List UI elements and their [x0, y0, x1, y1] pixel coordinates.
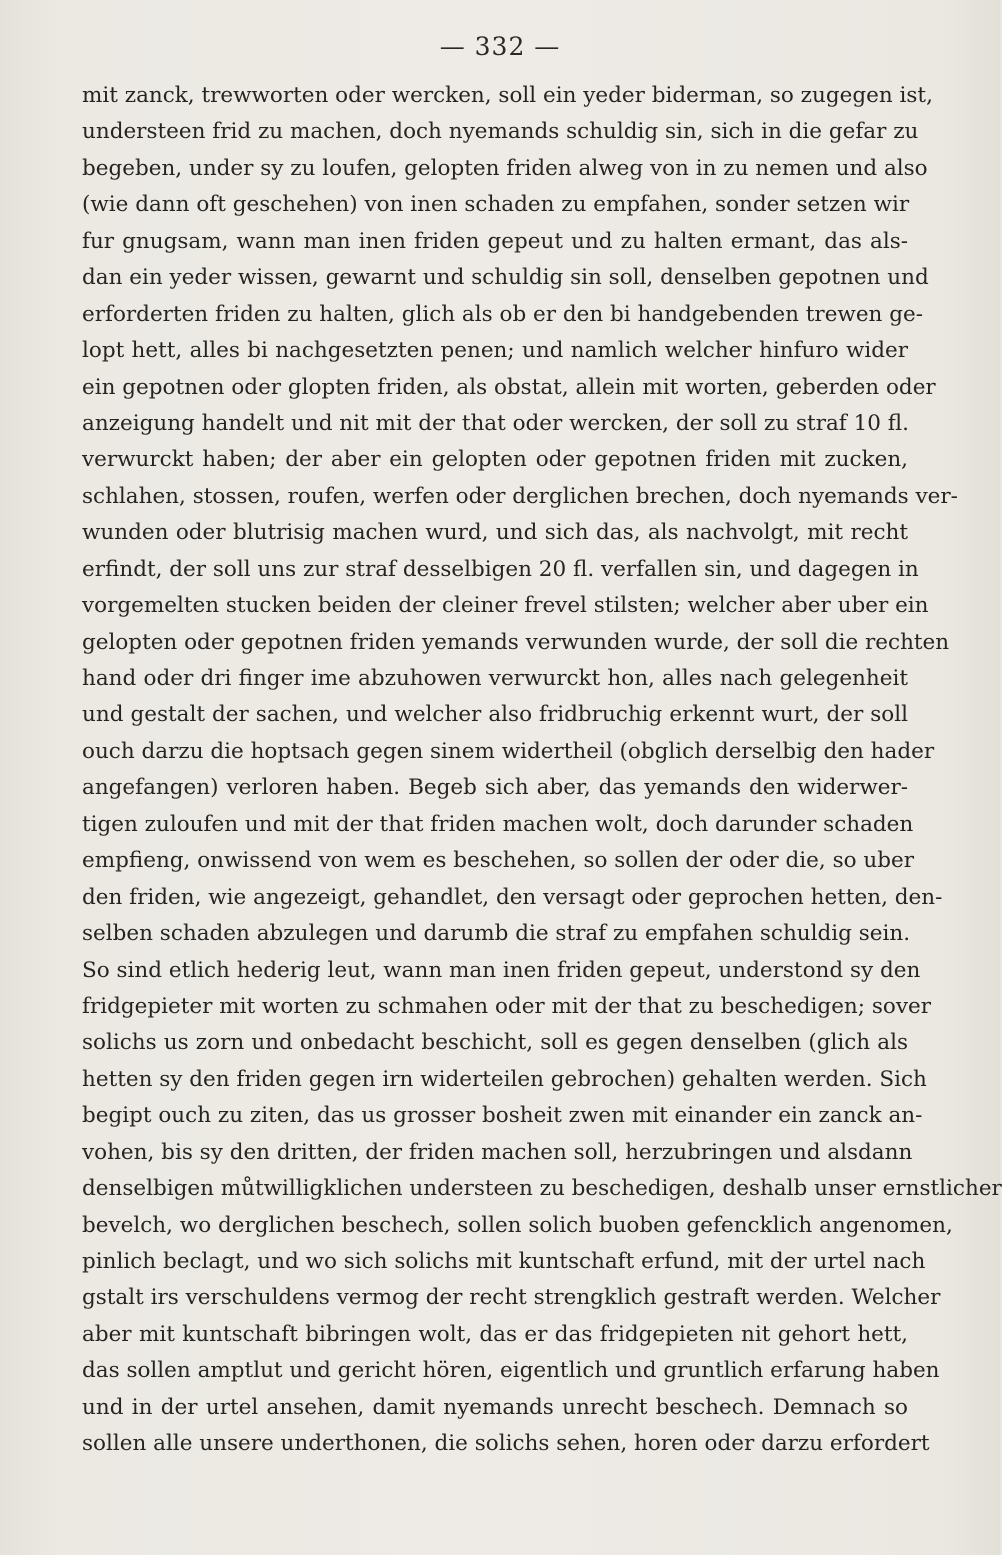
text-line: understeen frid zu machen, doch nyemands schuldig sin, sich in die gefar zu [82, 119, 919, 145]
text-line: das sollen amptlut und gericht hören, eigentlich und gruntlich erfarung haben [82, 1358, 940, 1384]
text-line: bevelch, wo derglichen beschech, sollen solich buoben gefencklich angenomen, [82, 1212, 953, 1238]
text-line: mit zanck, trewworten oder wercken, soll ein yeder biderman, so zugegen ist, [82, 83, 933, 108]
text-line: tigen zuloufen und mit der that friden machen wolt, doch darunder schaden [82, 811, 914, 837]
text-line: hand oder dri finger ime abzuhowen verwurckt hon, alles nach gelegenheit [82, 666, 908, 691]
text-line: den friden, wie angezeigt, gehandlet, den versagt oder geprochen hetten, den- [82, 884, 943, 910]
text-line: begipt ouch zu ziten, das us grosser bosheit zwen mit einander ein zanck an- [82, 1103, 923, 1129]
text-line: erforderten friden zu halten, glich als ob er den bi handgebenden trewen ge- [82, 301, 923, 327]
body-text [82, 78, 1002, 1463]
text-line: hetten sy den friden gegen irn widerteilen gebrochen) gehalten werden. Sich [82, 1066, 927, 1092]
text-line: gstalt irs verschuldens vermog der recht strengklich gestraft werden. Welcher [82, 1285, 941, 1311]
text-line: empfieng, onwissend von wem es beschehen, so sollen der oder die, so uber [82, 848, 914, 874]
text-line: ein gepotnen oder glopten friden, als obstat, allein mit worten, geberden oder [82, 374, 936, 400]
text-line: solichs us zorn und onbedacht beschicht, soll es gegen denselben (glich als [82, 1030, 908, 1056]
text-line: lopt hett, alles bi nachgesetzten penen; und namlich welcher hinfuro wider [82, 338, 908, 364]
text-line: pinlich beclagt, und wo sich solichs mit kuntschaft erfund, mit der urtel nach [82, 1249, 926, 1274]
text-line: fridgepieter mit worten zu schmahen oder mit der that zu beschedigen; sover [82, 993, 931, 1019]
text-line: und in der urtel ansehen, damit nyemands unrecht beschech. Demnach so [82, 1394, 908, 1420]
text-line: und gestalt der sachen, und welcher also fridbruchig erkennt wurt, der soll [82, 702, 908, 728]
text-line: dan ein yeder wissen, gewarnt und schuldig sin soll, denselben gepotnen und [82, 265, 929, 291]
text-line: denselbigen můtwilligklichen understeen zu beschedigen, deshalb unser ernstlicher [82, 1176, 1002, 1202]
text-line: sollen alle unsere underthonen, die solichs sehen, horen oder darzu erfordert [82, 1431, 930, 1457]
text-line: So sind etlich hederig leut, wann man inen friden gepeut, understond sy den [82, 957, 921, 983]
text-line: schlahen, stossen, roufen, werfen oder derglichen brechen, doch nyemands ver- [82, 483, 958, 509]
text-line: wunden oder blutrisig machen wurd, und sich das, als nachvolgt, mit recht [82, 520, 908, 546]
text-line: gelopten oder gepotnen friden yemands verwunden wurde, der soll die rechten [82, 629, 950, 655]
text-line: selben schaden abzulegen und darumb die straf zu empfahen schuldig sein. [82, 921, 911, 947]
text-line: erfindt, der soll uns zur straf desselbigen 20 fl. verfallen sin, und dagegen in [82, 556, 919, 582]
text-line: angefangen) verloren haben. Begeb sich aber, das yemands den widerwer- [82, 775, 908, 801]
text-line: verwurckt haben; der aber ein gelopten oder gepotnen friden mit zucken, [82, 447, 908, 473]
text-line: ouch darzu die hoptsach gegen sinem widertheil (obglich derselbig den hader [82, 738, 935, 764]
text-line: (wie dann oft geschehen) von inen schaden zu empfahen, sonder setzen wir [82, 192, 910, 218]
text-line: anzeigung handelt und nit mit der that oder wercken, der soll zu straf 10 fl. [82, 410, 909, 436]
text-line: aber mit kuntschaft bibringen wolt, das er das fridgepieten nit gehort hett, [82, 1321, 908, 1347]
text-line: fur gnugsam, wann man inen friden gepeut und zu halten ermant, das als- [82, 228, 908, 254]
text-line: vohen, bis sy den dritten, der friden machen soll, herzubringen und alsdann [82, 1139, 913, 1165]
text-line: begeben, under sy zu loufen, gelopten friden alweg von in zu nemen und also [82, 155, 928, 181]
page-number: — 332 — [439, 32, 561, 61]
text-line: vorgemelten stucken beiden der cleiner frevel stilsten; welcher aber uber ein [82, 593, 929, 619]
